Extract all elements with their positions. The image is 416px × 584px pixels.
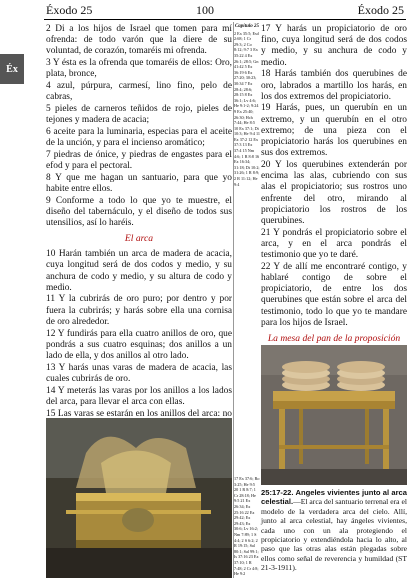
verse: 6 aceite para la luminaria, especias para el aceite de la unción, y para el incienso aromático; xyxy=(46,126,232,149)
verse: 13 Y harás unas varas de madera de acacia, las cuales cubrirás de oro. xyxy=(46,362,232,384)
section-heading: La mesa del pan de la proposición xyxy=(267,332,401,344)
verse: 7 piedras de ónice, y piedras de engastes para el efod y para el pectoral. xyxy=(46,149,232,171)
refs-text: 2 Ex 35:5; Esd 2:68; 1 Cr 29:3; 2 Co 8:12; 9:7 3 Ex 35:22 4 Ex 26:1; 28:5; Gn 41:42 5 Ex 36:19 6 Ex 27:20; 30:23; 30:34 7 Ex 28:4; 28:6; 28:15 8 Ex 36:1; Lv 4:6; He 9:1-2; 9:24 9 Ex 25:40; 26:30; Hch 7:44; He 8:5 10 Ex 37:1; Dt 10:3; He 9:4 11 Ex 37:2 12 Ex 37:3 13 Ex 37:4 15 Nm 4:6; 1 R 8:8 16 Ex 16:34; 31:18; Dt 10:2; 31:26; 1 R 8:9; 2 R 11:12; He 9:4 xyxy=(234,30,261,187)
cross-references-bottom: 17 Ex 37:6; Ro 3:25; He 9:5 20 1 R 8:7; 1 Cr 28:18; He 9:5 21 Ex 26:34; Ex 25:16 22 Ex 29:42; Ex 29:43; Ex 30:6; Lv 16:2; Nm 7:89; 1 S 4:4; 2 S 6:2; 2 R 19:15; Sal 80:1; Sal 99:1; Is 37:16 23 Ex 37:10; 1 R 7:48; 2 Cr 4:8; He 9:2 xyxy=(234,476,260,577)
verse: 22 Y de allí me encontraré contigo, y hablaré contigo de sobre el propiciatorio, de entre los dos querubines que están sobre el arca del testimonio, todo lo que yo te mandare para los hijos de Israel. xyxy=(261,261,407,328)
caption-body: —El arca del santuario terrenal era el modelo de la verdadera arca del cielo. Allí, junto al arca celestial, hay ángeles vivientes, cada uno con un ala protegiendo el propiciatorio y extendiéndola hacia lo alto, al paso que las otras alas están plegadas sobre ellos como señal de reverencia y humildad (ST 21-3-1911). xyxy=(261,497,407,573)
caption-title: 25:17-22. Angeles vivientes junto al arca celestial. xyxy=(261,488,407,507)
page-number: 100 xyxy=(196,3,214,17)
ark-photo-image xyxy=(46,418,232,578)
verse: 17 Y harás un propiciatorio de oro fino, cuya longitud será de dos codos y medio, y su anchura de codo y medio. xyxy=(261,24,407,68)
running-head-right: Éxodo 25 xyxy=(357,3,404,17)
running-head-left: Éxodo 25 xyxy=(46,3,93,17)
verse: 5 pieles de carneros teñidos de rojo, pieles de tejones y madera de acacia; xyxy=(46,103,232,126)
cross-references-top xyxy=(234,24,260,187)
verse: 2 Di a los hijos de Israel que tomen para mí ofrenda: de todo varón que la diere de su voluntad, de corazón, tomaréis mi ofrenda. xyxy=(46,24,232,57)
verse: 19 Harás, pues, un querubín en un extremo, y un querubín en el otro extremo; de una pieza con el propiciatorio harás los querubines en sus dos extremos. xyxy=(261,103,407,159)
ark-of-covenant-photo xyxy=(46,418,232,578)
book-thumb-tab: Éx xyxy=(0,54,24,84)
section-heading: El arca xyxy=(124,233,154,245)
verse: 4 azul, púrpura, carmesí, lino fino, pelo de cabras, xyxy=(46,81,232,103)
table-photo-image xyxy=(261,345,407,485)
verse: 3 Y ésta es la ofrenda que tomaréis de ellos: Oro, plata, bronce, xyxy=(46,58,232,80)
verse: 12 Y fundirás para ella cuatro anillos de oro, que pondrás a sus cuatro esquinas; dos anillos a un lado de ella, y dos anillos al otro lado. xyxy=(46,328,232,361)
page-header xyxy=(0,0,416,20)
refs-heading: Capítulo 25 xyxy=(234,24,260,29)
verse: 9 Conforme a todo lo que yo te muestre, el diseño del tabernáculo, y el diseño de todos sus utensilios, así lo haréis. xyxy=(46,195,232,228)
verse: 8 Y que me hagan un santuario, para que yo habite entre ellos. xyxy=(46,172,232,194)
verse: 14 Y meterás las varas por los anillos a los lados del arca, para llevar el arca con ellas. xyxy=(46,385,232,407)
verse: 20 Y los querubines extenderán por encima las alas, cubriendo con sus alas el propiciatorio; sus rostros uno enfrente del otro, mirando al propiciatorio los rostros de los querubines. xyxy=(261,159,407,226)
verse: 11 Y la cubrirás de oro puro; por dentro y por fuera la cubrirás; y harás sobre ella una cornisa de oro alrededor. xyxy=(46,294,232,327)
verse: 10 Harán también un arca de madera de acacia, cuya longitud será de dos codos y medio, y su anchura de codo y medio, y su altura de codo y medio. xyxy=(46,249,232,293)
header-rule xyxy=(44,19,406,20)
left-column xyxy=(46,24,232,454)
verse: 15 Las varas se estarán en los anillos del arca: no xyxy=(46,408,232,419)
table-of-showbread-photo xyxy=(261,345,407,485)
image-caption xyxy=(261,488,407,573)
verse: 18 Harás también dos querubines de oro, labrados a martillo los harás, en los dos extremos del propiciatorio. xyxy=(261,69,407,102)
verse: 21 Y pondrás el propiciatorio sobre el arca, y en el arca pondrás el testimonio que yo te daré. xyxy=(261,227,407,261)
